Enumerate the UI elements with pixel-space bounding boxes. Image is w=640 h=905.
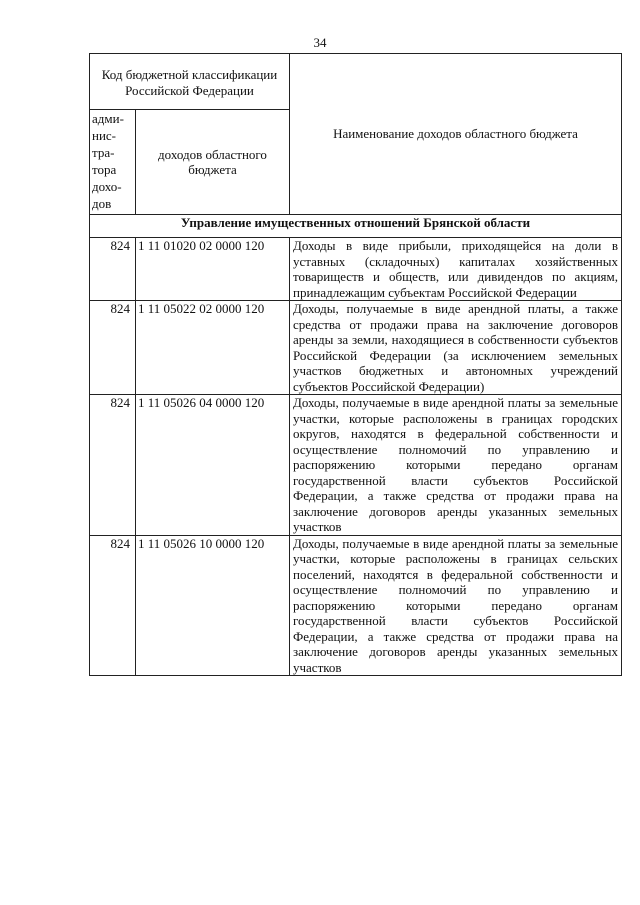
administrator-code: 824 — [90, 395, 136, 536]
table-row — [90, 535, 622, 676]
income-name: Доходы, получаемые в виде арендной платы, а также средства от продажи права на заключение договоров аренды за земли, находящиеся в собственности субъектов Российской Федерации (за исключением земельных участков бюджетных и автономных учреждений субъектов Российской Федерации) — [290, 301, 622, 395]
administrator-code: 824 — [90, 301, 136, 395]
administrator-code: 824 — [90, 238, 136, 301]
income-name: Доходы в виде прибыли, приходящейся на доли в уставных (складочных) капиталах хозяйственных товариществ и обществ, или дивидендов по акциям, принадлежащим субъектам Российской Федерации — [290, 238, 622, 301]
budget-classification-code: 1 11 01020 02 0000 120 — [136, 238, 290, 301]
header-income-name: Наименование доходов областного бюджета — [290, 54, 622, 215]
budget-income-table — [89, 53, 622, 676]
header-administrator: адми-ниc-тра-тора дохо-дов — [90, 110, 136, 215]
budget-classification-code: 1 11 05026 04 0000 120 — [136, 395, 290, 536]
administrator-code: 824 — [90, 535, 136, 676]
table-row — [90, 395, 622, 536]
page-number: 34 — [313, 35, 327, 50]
budget-classification-code: 1 11 05026 10 0000 120 — [136, 535, 290, 676]
header-regional-budget-income: доходов областного бюджета — [136, 110, 290, 215]
header-budget-classification-code: Код бюджетной классификации Российской Федерации — [90, 54, 290, 110]
budget-classification-code: 1 11 05022 02 0000 120 — [136, 301, 290, 395]
income-name: Доходы, получаемые в виде арендной платы за земельные участки, которые расположены в границах городских округов, находятся в федеральной собственности и осуществление полномочий по управлению и распоряжению которыми передано органам государственной власти субъектов Российской Федерации, а также средства от продажи права на заключение договоров аренды указанных земельных участков — [290, 395, 622, 536]
section-title: Управление имущественных отношений Брянской области — [90, 215, 622, 238]
table-row — [90, 301, 622, 395]
table-row — [90, 238, 622, 301]
header-row-top — [90, 54, 622, 110]
income-name: Доходы, получаемые в виде арендной платы за земельные участки, которые расположены в границах сельских поселений, находятся в федеральной собственности и осуществление полномочий по управлению и распоряжению которыми передано органам государственной власти субъектов Российской Федерации, а также средства от продажи права на заключение договоров аренды указанных земельных участков — [290, 535, 622, 676]
section-row — [90, 215, 622, 238]
